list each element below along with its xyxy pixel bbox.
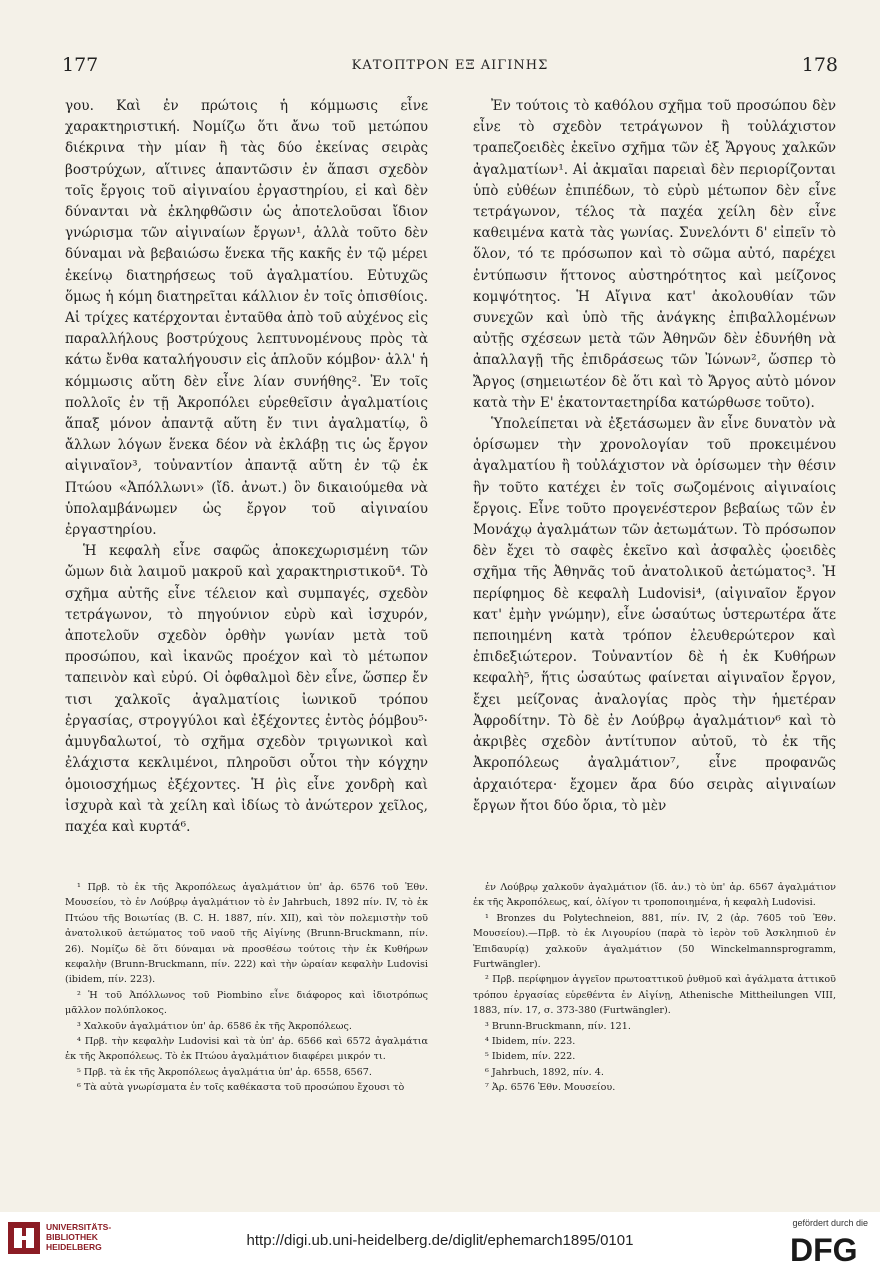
footnote: ἐν Λούβρῳ χαλκοῦν ἀγαλμάτιον (ἴδ. ἀν.) τὸ ὑπ' ἀρ. 6567 ἀγαλμάτιον ἐκ τῆς Ἀκροπόλεως, καί, ὀλίγον τι τροποποιημένα, ἡ κεφαλὴ Ludovisi. [473,882,836,909]
paragraph: Ὑπολείπεται νὰ ἐξετάσωμεν ἂν εἶνε δυνατὸν νὰ ὁρίσωμεν τὴν χρονολογίαν τοῦ προκειμένου ἀγαλματίου ἢ τοὐλάχιστον νὰ ὁρίσωμεν τὴν θέσιν ἣν τοῦτο κατέχει ἐν τοῖς σωζομένοις αἰγιναίοις ἔργοις. Εἶνε τοῦτο προγενέστερον βεβαίως τῶν ἐν Μονάχῳ ἀγαλμάτων τῶν ἀετωμάτων. Τὸ πρόσωπον δὲν ἔχει τὸ σαφὲς ἐκεῖνο καὶ ἀσφαλὲς ᾠοειδὲς σχῆμα τῆς Ἀθηνᾶς τοῦ ἀνατολικοῦ ἀετώματος³. Ἡ περίφημος δὲ κεφαλὴ Ludovisi⁴, (αἰγιναῖον ἔργον κατ' ἐμὴν γνώμην), εἶνε ὡσαύτως ὑστερωτέρα ἅτε πεποιημένη κατὰ τρόπον ἐλευθερώτερον καὶ ἐπιδεξιώτερον. Τοὐναντίον δὲ ἡ ἐκ Κυθήρων κεφαλὴ⁵, ἥτις ὡσαύτως φαίνεται αἰγιναῖον ἔργον, ἔχει μείζονας ἀναλογίας πρὸς τὴν ἡμετέραν Ἀφροδίτην. Τὸ δὲ ἐν Λούβρῳ ἀγαλμάτιον⁶ καὶ τὸ ἀκριβὲς σχεδὸν ἀντίτυπον αὐτοῦ, τὸ ἐκ τῆς Ἀκροπόλεως ἀγαλμάτιον⁷, εἶνε προφανῶς ἀρχαιότερα· ἔχομεν ἄρα δύο σειρὰς αἰγιναίων ἔργων ἤτοι δύο ὅρια, τὸ μὲν [473,416,836,814]
footnote: ⁴ Ibidem, πίν. 223. [485,1036,576,1048]
library-line: UNIVERSITÄTS- [46,1222,112,1232]
viewer-footer [0,1212,880,1273]
footnote: ⁵ Πρβ. τὰ ἐκ τῆς Ἀκροπόλεως ἀγαλμάτια ὑπ' ἀρ. 6558, 6567. [77,1066,372,1078]
footnote: ⁵ Ibidem, πίν. 222. [485,1051,576,1063]
dfg-logo-text: DFG [790,1234,858,1264]
permalink-url[interactable]: http://digi.ub.uni-heidelberg.de/diglit/ephemarch1895/0101 [246,1232,634,1249]
left-footnotes [65,880,428,1096]
footnote: ⁶ Jahrbuch, 1892, πίν. 4. [485,1066,604,1078]
page-header [62,54,838,80]
footnote: ² Πρβ. περίφημον ἀγγεῖον πρωτοαττικοῦ ῥυθμοῦ καὶ ἀγάλματα ἀττικοῦ τρόπου ἐργασίας εὑρεθέντα ἐν Αἰγίνῃ, Athenische Mittheilungen VIII, 1883, πίν. 17, σ. 373-380 (Furtwängler). [473,974,836,1017]
footnote: ¹ Πρβ. τὸ ἐκ τῆς Ἀκροπόλεως ἀγαλμάτιον ὑπ' ἀρ. 6576 τοῦ Ἐθν. Μουσείου, τὸ ἐν Λούβρῳ ἀγαλμάτιον τὸ ἐν Jahrbuch, 1892 πίν. IV, τὸ ἐκ Πτώου τῆς Βοιωτίας (B. C. H. 1887, πίν. XII), καὶ τὸν πολεμιστὴν τοῦ ἀνατολικοῦ ἀετώματος τοῦ ναοῦ τῆς Αἰγίνης (Brunn-Bruckmann, πίν. 26). Νομίζω δὲ ὅτι δύναμαι νὰ προσθέσω τούτοις τὴν ἐκ Κυθήρων κεφαλὴν (Brunn-Bruckmann, πίν. 222) καὶ τὴν ὡραίαν κεφαλὴν Ludovisi (ibidem, πίν. 223). [65,882,428,986]
left-text-column [65,96,428,838]
right-text-column [473,96,836,817]
library-line: BIBLIOTHEK [46,1232,98,1242]
paragraph: Ἡ κεφαλὴ εἶνε σαφῶς ἀποκεχωρισμένη τῶν ὤμων διὰ λαιμοῦ μακροῦ καὶ χαρακτηριστικοῦ⁴. Τὸ σχῆμα αὐτῆς εἶνε τέλειον καὶ συμπαγές, σχεδὸν τετράγωνον, τὸ πηγούνιον εὐρὺ καὶ ἰσχυρόν, ἀποτελοῦν σχεδὸν ὀρθὴν γωνίαν μετὰ τοῦ προσώπου, καὶ ἱκανῶς προέχον καὶ τὸ μέτωπον ταπεινὸν καὶ εὐρύ. Οἱ ὀφθαλμοὶ δὲν εἶνε, ὥσπερ ἔν τισι χαλκοῖς ἀγαλματίοις ἰωνικοῦ τρόπου ἐργασίας, στρογγύλοι καὶ ἐξέχοντες ἐντὸς ῥόμβου⁵· ἀμυγδαλωτοί, τὸ σχῆμα σχεδὸν τριγωνικοὶ καὶ ἐλάχιστα κεκλιμένοι, πληροῦσι οὗτοι τὴν κόγχην ὁμοιοσχήμως ἐξέχοντες. Ἡ ῥὶς εἶνε χονδρὴ καὶ ἰσχυρὰ καὶ τὰ χείλη καὶ ἰδίως τὸ ἀνώτερον χεῖλος, παχέα καὶ κυρτά⁶. [65,543,428,835]
paragraph: γου. Καὶ ἐν πρώτοις ἡ κόμμωσις εἶνε χαρακτηριστική. Νομίζω ὅτι ἄνω τοῦ μετώπου διέκρινα τὴν μίαν ἢ τὰς δύο ἐκείνας σειρὰς βοστρύχων, αἵτινες ἁπαντῶσιν ἐν ἅπασι σχεδὸν τοῖς ἔργοις τοῦ αἰγιναίου ἐργαστηρίου, εἰ καὶ δὲν δύνανται νὰ ἐκληφθῶσιν ὡς ἀποτελοῦσαι ἴδιον γνώρισμα τῶν αἰγιναίων ἔργων¹, ἀλλὰ τοῦτο δὲν δύναμαι νὰ βεβαιώσω ἕνεκα τῆς κακῆς ἐν τῷ μέρει ἐκείνῳ διατηρήσεως τοῦ ἀγαλματίου. Εὐτυχῶς ὅμως ἡ κόμη διατηρεῖται κάλλιον ἐν τοῖς ὀπισθίοις. Αἱ τρίχες κατέρχονται ἐνταῦθα ἀπὸ τοῦ αὐχένος εἰς παραλλήλους βοστρύχους λεπτυνομένους πρὸς τὰ κάτω ἔνθα καταλήγουσιν εἰς ἁπλοῦν κόμβον· ἀλλ' ἡ κόμμωσις αὕτη δὲν εἶνε λίαν συνήθης². Ἐν τοῖς πολλοῖς ἐν τῇ Ἀκροπόλει εὑρεθεῖσιν ἀγαλματίοις ἅπαξ μόνον ἀπαντᾷ αὕτη ἔν τινι ἀγαλματίῳ, ὃ ἄλλων λόγων ἕνεκα δέον νὰ ἐκλάβῃ τις ὡς ἔργον αἰγιναῖον³, τοὐναντίον ἀπαντᾷ αὕτη ἐν τῷ ἐκ Πτώου «Ἀπόλλωνι» (ἴδ. ἀνωτ.) ὃν δικαιούμεθα νὰ ὑπολαμβάνωμεν ὡς ἔργον τοῦ αἰγιναίου ἐργαστηρίου. [65,98,428,539]
footnote: ⁴ Πρβ. τὴν κεφαλὴν Ludovisi καὶ τὰ ὑπ' ἀρ. 6566 καὶ 6572 ἀγαλμάτια ἐκ τῆς Ἀκροπόλεως. Τὸ ἐκ Πτώου ἀγαλμάτιον διαφέρει μικρόν τι. [65,1036,428,1063]
footnote: ³ Χαλκοῦν ἀγαλμάτιον ὑπ' ἀρ. 6586 ἐκ τῆς Ἀκροπόλεως. [77,1020,352,1032]
funding-label: gefördert durch die [792,1218,868,1228]
footnote: ¹ Bronzes du Polytechneion, 881, πίν. IV, 2 (ἀρ. 7605 τοῦ Ἐθν. Μουσείου).—Πρβ. τὸ ἐκ Λιγουρίου (παρὰ τὸ ἱερὸν τοῦ Ἀσκληπιοῦ ἐν Ἐπιδαυρίᾳ) χαλκοῦν ἀγαλμάτιον (50 Winckelmannsprogramm, Furtwängler). [473,912,836,971]
library-line: HEIDELBERG [46,1242,102,1252]
page-number-right: 178 [801,54,838,76]
paragraph: Ἐν τούτοις τὸ καθόλου σχῆμα τοῦ προσώπου δὲν εἶνε τὸ σχεδὸν τετράγωνον ἢ τοὐλάχιστον τραπεζοειδὲς ἐκεῖνο σχῆμα τῶν ἐξ Ἄργους χαλκῶν ἀγαλματίων¹. Αἱ ἀκμαῖαι παρειαὶ δὲν περιορίζονται ὑπὸ εὐθέων ἐπιπέδων, τὸ εὐρὺ μέτωπον δὲν εἶνε τετράγωνον, τέλος τὰ παχέα χείλη δὲν εἶνε καθειμένα κατὰ τὰς γωνίας. Συνελόντι δ' εἰπεῖν τὸ ὅλον, τό τε πρόσωπον καὶ τὸ σῶμα αὐτό, παρέχει ἐντύπωσιν ἥττονος αὐστηρότητος καὶ μείζονος κομψότητος. Ἡ Αἴγινα κατ' ἀκολουθίαν τῶν συνεχῶν καὶ ὑπὸ τῆς ἀνάγκης ἐπιβαλλομένων αὐτῇς σχέσεων μετὰ τῶν Ἀθηνῶν δὲν ἐδυνήθη νὰ ἀπαλλαγῇ τῆς ἐπιδράσεως τῶν Ἰώνων², ὥσπερ τὸ Ἄργος (σημειωτέον δὲ ὅτι καὶ τὸ Ἄργος αὐτὸ μόνον κατὰ τὴν Ε' ἑκατονταετηρίδα κατώρθωσε τοῦτο). [473,98,836,411]
right-footnotes [473,880,836,1096]
footnote: ⁶ Τὰ αὐτὰ γνωρίσματα ἐν τοῖς καθέκαστα τοῦ προσώπου ἔχουσι τὸ [77,1082,405,1094]
page-number-left: 177 [62,54,99,76]
footnote: ⁷ Ἀρ. 6576 Ἐθν. Μουσείου. [485,1082,616,1094]
running-title: ΚΑΤΟΠΤΡΟΝ ΕΞ ΑΙΓΙΝΗΣ [351,58,549,73]
dfg-logo-icon[interactable] [790,1234,868,1264]
footnote: ² Ἡ τοῦ Ἀπόλλωνος τοῦ Piombino εἶνε διάφορος καὶ ἰδιοτρόπως μᾶλλον πολύπλοκος. [65,989,428,1017]
footnote: ³ Brunn-Bruckmann, πίν. 121. [485,1020,631,1032]
